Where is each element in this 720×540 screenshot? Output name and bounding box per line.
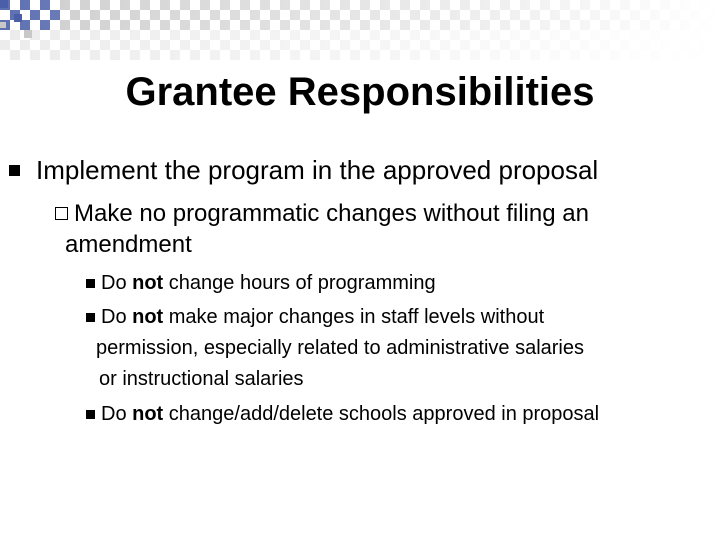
level2-line1: Make no programmatic changes without filing an <box>74 200 589 227</box>
level3-item-2-cont1: permission, especially related to administrative salaries <box>96 337 584 359</box>
level3-item-1: Do not change hours of programming <box>101 272 436 294</box>
level3-item-3: Do not change/add/delete schools approved in proposal <box>101 403 600 425</box>
slide-title: Grantee Responsibilities <box>125 70 595 114</box>
level1-text: Implement the program in the approved proposal <box>36 155 599 185</box>
corner-decoration <box>0 0 720 60</box>
level2-bullet-icon <box>55 207 68 220</box>
level3-item-2: Do not make major changes in staff levels without <box>101 306 545 328</box>
level3-item-2-cont2: or instructional salaries <box>99 368 304 390</box>
level2-line2: amendment <box>65 231 192 258</box>
level3-bullet-icon <box>86 279 95 288</box>
level3-bullet-icon <box>86 313 95 322</box>
level3-bullet-icon <box>86 410 95 419</box>
level1-bullet-icon <box>9 165 20 176</box>
